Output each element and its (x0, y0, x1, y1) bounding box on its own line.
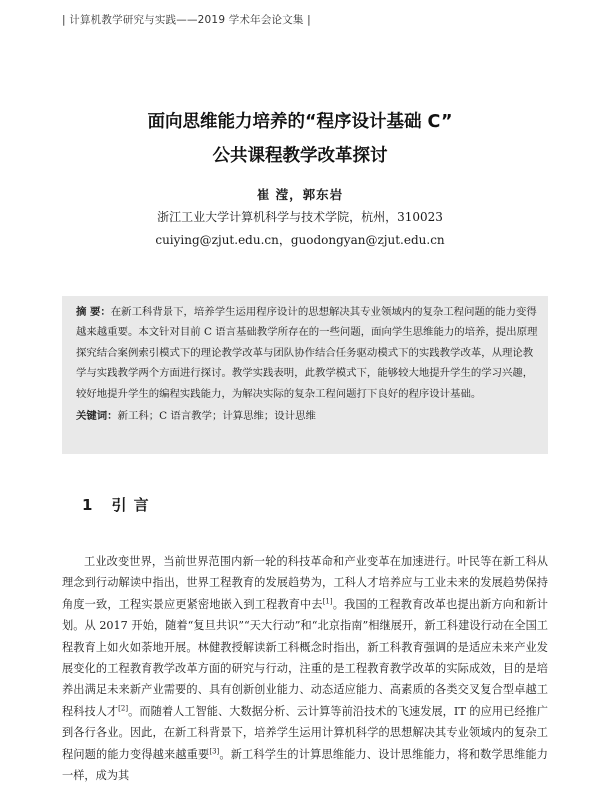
section-heading (82, 494, 150, 515)
body-text-part-4: 。新工科学生的计算思维能力、设计思维能力，将和数学思维能力一样，成为其 (62, 747, 548, 783)
email: cuiying@zjut.edu.cn，guodongyan@zjut.edu.cn (155, 233, 445, 247)
authors: 崔 滢，郭东岩 (256, 187, 344, 202)
running-header: | 计算机教学研究与实践——2019 学术年会论文集 | (62, 14, 311, 26)
body-text-part-1: 工业改变世界，当前世界范围内新一轮的科技革命和产业变革在加速进行。叶民等在新工科从理念到行动解读中指出，世界工程教育的发展趋势为，工科人才培养应与工业未来的发展趋势保持角度一致，工程实景应更紧密地嵌入到工程教育中去 (62, 555, 548, 611)
paper-title-line-1: 面向思维能力培养的“程序设计基础 C” (147, 112, 453, 132)
body-text-part-2: 。我国的工程教育改革也提出新方向和新计划。从 2017 开始，随着“复旦共识”“天大行动”和“北京指南”相继展开，新工科建设行动在全国工程教育上如火如荼地开展。林健教授解读新工科概念时指出，新工科教育强调的是适应未来产业发展变化的工程教育教学改革方面的研究与行动，注重的是工程教育教学改革的实际成效，目的是培养出满足未来新产业需要的、具有创新创业能力、动态适应能力、高素质的各类交叉复合型卓越工程科技人才 (62, 597, 548, 718)
keywords-text: 新工科；C 语言教学；计算思维；设计思维 (117, 410, 316, 423)
keywords-label: 关键词： (76, 410, 118, 423)
section-number: 1 (82, 496, 94, 514)
citation-3: [3] (209, 746, 220, 755)
affiliation: 浙江工业大学计算机科学与技术学院，杭州，310023 (157, 210, 443, 224)
keywords-line (76, 406, 538, 426)
citation-2: [2] (118, 704, 129, 713)
abstract-paragraph (76, 302, 538, 404)
citation-1: [1] (322, 597, 333, 606)
abstract-box (62, 296, 548, 454)
body-text-part-3: 。而随着人工智能、大数据分析、云计算等前沿技术的飞速发展，IT 的应用已经推广到各行各业。因此，在新工科背景下，培养学生运用计算机科学的思想解决其专业领域内的复杂工程问题的能力变得越来越重要 (62, 704, 548, 761)
body-paragraph (62, 551, 548, 786)
abstract-label: 摘 要： (76, 306, 111, 318)
section-title: 引 言 (111, 496, 150, 514)
abstract-text: 在新工科背景下，培养学生运用程序设计的思想解决其专业领域内的复杂工程问题的能力变得越来越重要。本文针对目前 C 语言基础教学所存在的一些问题，面向学生思维能力的培养，提出原理探究结合案例索引模式下的理论教学改革与团队协作结合任务驱动模式下的实践教学改革，从理论教学与实践教学两个方面进行探讨。教学实践表明，此教学模式下，能够较大地提升学生的学习兴趣，较好地提升学生的编程实践能力，为解决实际的复杂工程问题打下良好的程序设计基础。 (76, 306, 538, 400)
paper-title-line-2: 公共课程教学改革探讨 (212, 146, 388, 166)
